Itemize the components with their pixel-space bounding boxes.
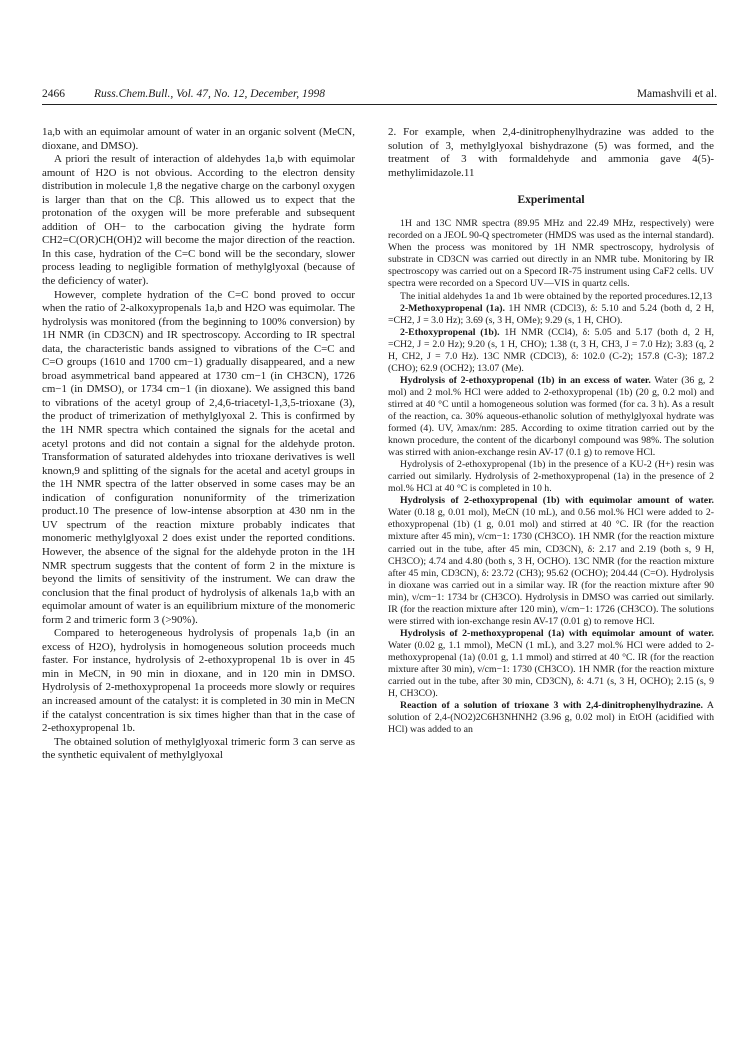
section-heading: Experimental (517, 194, 585, 207)
running-header (42, 88, 717, 104)
entry-title: 2-Methoxypropenal (1a). (400, 302, 505, 314)
paragraph: Hydrolysis of 2-ethoxypropenal (1b) in the presence of a KU-2 (H+) resin was carried out similarly. Hydrolysis of 2-methoxypropenal (1a) in the presence of 2 mol.% HCl at 40 °C is completed in 10 h. (388, 459, 714, 495)
entry-title: Hydrolysis of 2-ethoxypropenal (1b) in an excess of water. (400, 374, 651, 386)
entry-title: Hydrolysis of 2-ethoxypropenal (1b) with equimolar amount of water. (400, 495, 714, 507)
paragraph: Compared to heterogeneous hydrolysis of propenals 1a,b (in an excess of H2O), hydrolysis in homogeneous solution proceeds much faster. For instance, hydrolysis of 2-ethoxypropenal 1b is over in 45 min in MeCN, in 90 min in dioxane, and in 120 min in DMSO. Hydrolysis of 2-methoxypropenal 1a proceeds more slowly or requires an increased amount of the catalyst: it is completed in 30 min in MeCN if the catalyst concentration is six times higher than that in the case of 2-ethoxypropenal 1b. (42, 627, 355, 735)
paragraph: 1H and 13C NMR spectra (89.95 MHz and 22.49 MHz, respectively) were recorded on a JEOL 90-Q spectrometer (HMDS was used as the internal standard). When the process was monitored by 1H NMR spectroscopy, hydrolysis of substrate in CD3CN was carried out directly in an NMR tube. Monitoring by IR spectroscopy was carried out on a Specord IR-75 instrument using CaF2 cells. UV spectra were recorded on a Specord UV—VIS in quartz cells. (388, 218, 714, 290)
procedure-entry (388, 375, 714, 459)
paragraph: However, complete hydration of the C=C bond proved to occur when the ratio of 2-alkoxypropenals 1a,b and H2O was equimolar. The hydrolysis was monitored (from the beginning to 100% conversion) by 1H NMR (in CD3CN) and IR spectroscopy. According to IR spectral data, the characteristic bands assigned to vibrations of the C=C and C=O groups (1610 and 1700 cm−1) gradually disappeared, and a new broad asymmetrical band appeared at 1730 cm−1 (in CH3CN), 1726 cm−1 (in DMSO), or 1734 cm−1 (in dioxane). We assigned this band to vibrations of the acetyl group of 2,4,6-triacetyl-1,3,5-trioxane (3), the product of trimerization of methylglyoxal 2. This is confirmed by the 1H NMR spectra which contained the signals for the acetal and acetyl protons and did not contain a signal for the aldehyde proton. Transformation of saturated aldehydes into trioxane derivatives is well known,9 and splitting of the signals for the acetal and acetyl groups in the 1H NMR spectra of the latter observed in some cases may be an indication of configuration nonuniformity of the trimerization product.10 The presence of low-intense absorption at 430 nm in the UV spectrum of the reaction mixture probably indicates that monomeric methylglyoxal 2 does exist under the reported conditions. However, the absence of the signal for the aldehyde proton in the 1H NMR spectrum suggests that the content of form 2 in the mixture is beyond the limits of sensitivity of the instrument. We can draw the conclusion that the final product of hydrolysis of alkenals 1a,b with an equimolar amount of water is an equilibrium mixture of the monomeric form 2 and trimeric form 3 (>90%). (42, 288, 355, 626)
paragraph: A priori the result of interaction of aldehydes 1a,b with equimolar amount of H2O is not obvious. According to the electron density distribution in molecule 1,8 the negative charge on the carbonyl oxygen is larger than that on the Cβ. This allowed us to expect that the protonation of the oxygen will be more preferable and subsequent addition of OH− to the carbocation giving the hydrate form CH2=C(OR)CH(OH)2 will become the major direction of the reaction. In this case, hydration of the C=C bond will be the secondary, slower process leading to negligible formation of methylglyoxal (because of the deficiency of water). (42, 153, 355, 288)
header-rule (42, 104, 717, 105)
entry-title: 2-Ethoxypropenal (1b). (400, 326, 500, 338)
procedure-entry (388, 700, 714, 736)
entry-title: Reaction of a solution of trioxane 3 with 2,4-dinitrophenylhydrazine. (400, 700, 703, 712)
left-column (42, 126, 355, 763)
compound-entry (388, 303, 714, 327)
paragraph: 2. For example, when 2,4-dinitrophenylhydrazine was added to the solution of 3, methylglyoxal bishydrazone (5) was formed, and the treatment of 3 with formaldehyde and ammonia gave 4(5)-methylimidazole.11 (388, 126, 714, 179)
page-number: 2466 (42, 88, 65, 100)
procedure-entry (388, 628, 714, 700)
paragraph: The initial aldehydes 1a and 1b were obtained by the reported procedures.12,13 (400, 290, 713, 302)
entry-text: 1H NMR (CDCl3), δ: 5.10 and 5.24 (both d, 2 H, =CH2, J = 3.0 Hz); 3.69 (s, 3 H, OMe); 9.29 (s, 1 H, CHO). (388, 302, 714, 326)
paragraph: The obtained solution of methylglyoxal trimeric form 3 can serve as the synthetic equivalent of methylglyoxal (42, 735, 355, 762)
journal-citation: Russ.Chem.Bull., Vol. 47, No. 12, December, 1998 (94, 88, 325, 100)
entry-text: 1H NMR (CCl4), δ: 5.05 and 5.17 (both d, 2 H, =CH2, J = 2.0 Hz); 9.20 (s, 1 H, CHO); 1.38 (t, 3 H, CH3, J = 7.0 Hz); 3.83 (q, 2 H, CH2, J = 7.0 Hz). 13C NMR (CDCl3), δ: 102.0 (C-2); 157.8 (C-3); 187.2 (CHO); 62.9 (OCH2); 13.07 (Me). (388, 326, 714, 374)
procedure-entry (388, 495, 714, 628)
running-author: Mamashvili et al. (636, 88, 717, 100)
entry-title: Hydrolysis of 2-methoxypropenal (1a) with equimolar amount of water. (400, 627, 714, 639)
right-column (388, 126, 714, 736)
compound-entry (388, 327, 714, 375)
entry-text: Water (36 g, 2 mol) and 2 mol.% HCl were added to 2-ethoxypropenal (1b) (20 g, 0.2 mol) and stirred at 40 °C until a homogeneous solution was formed (for ca. 3 h). As a result of the reaction, ca. 30% aqueous-ethanolic solution of methylglyoxal hydrate was formed (4). UV, λmax/nm: 285. According to oxime titration carried out by the known procedure, the content of the dicarbonyl compound was 98%. The solution was stirred with anion-exchange resin AV-17 (0.1 g) to remove HCl. (388, 374, 714, 459)
entry-text: Water (0.18 g, 0.01 mol), MeCN (10 mL), and 0.56 mol.% HCl were added to 2-ethoxypropenal (1b) (1 g, 0.01 mol) and stirred at 40 °C. IR (for the reaction mixture after 45 min), ν/cm−1: 1730 (CH3CO). 1H NMR (for the reaction mixture carried out in the tube, after 45 min, CD3CN), δ: 2.17 and 2.19 (both s, 9 H, CH3CO); 4.74 and 4.80 (both s, 3 H, OCHO). 13C NMR (for the reaction mixture after 45 min, CD3CN), δ: 23.72 (CH3); 95.62 (OCHO); 204.44 (C=O). Hydrolysis in dioxane was carried out in a similar way. IR (for the reaction mixture after 90 min), ν/cm−1: 1734 br (CH3CO). Hydrolysis in DMSO was carried out similarly. IR (for the reaction mixture after 120 min), ν/cm−1: 1726 (CH3CO). The solutions were stirred with ion-exchange resin AV-17 (0.01 g) to remove HCl. (388, 507, 714, 627)
entry-text: A solution of 2,4-(NO2)2C6H3NHNH2 (3.96 g, 0.02 mol) in EtOH (acidified with HCl) was added to an (388, 700, 714, 736)
paragraph: 1a,b with an equimolar amount of water in an organic solvent (MeCN, dioxane, and DMSO). (42, 126, 355, 152)
entry-text: Water (0.02 g, 1.1 mmol), MeCN (1 mL), and 3.27 mol.% HCl were added to 2-methoxypropenal (1a) (0.01 g, 1.1 mmol) and stirred at 40 °C. IR (for the reaction mixture after 30 min), ν/cm−1: 1730 (CH3CO). 1H NMR (for the reaction mixture carried out in the tube, after 30 min, CD3CN), δ: 4.71 (s, 3 H, OCHO); 2.15 (s, 9 H, CH3CO). (388, 639, 714, 700)
